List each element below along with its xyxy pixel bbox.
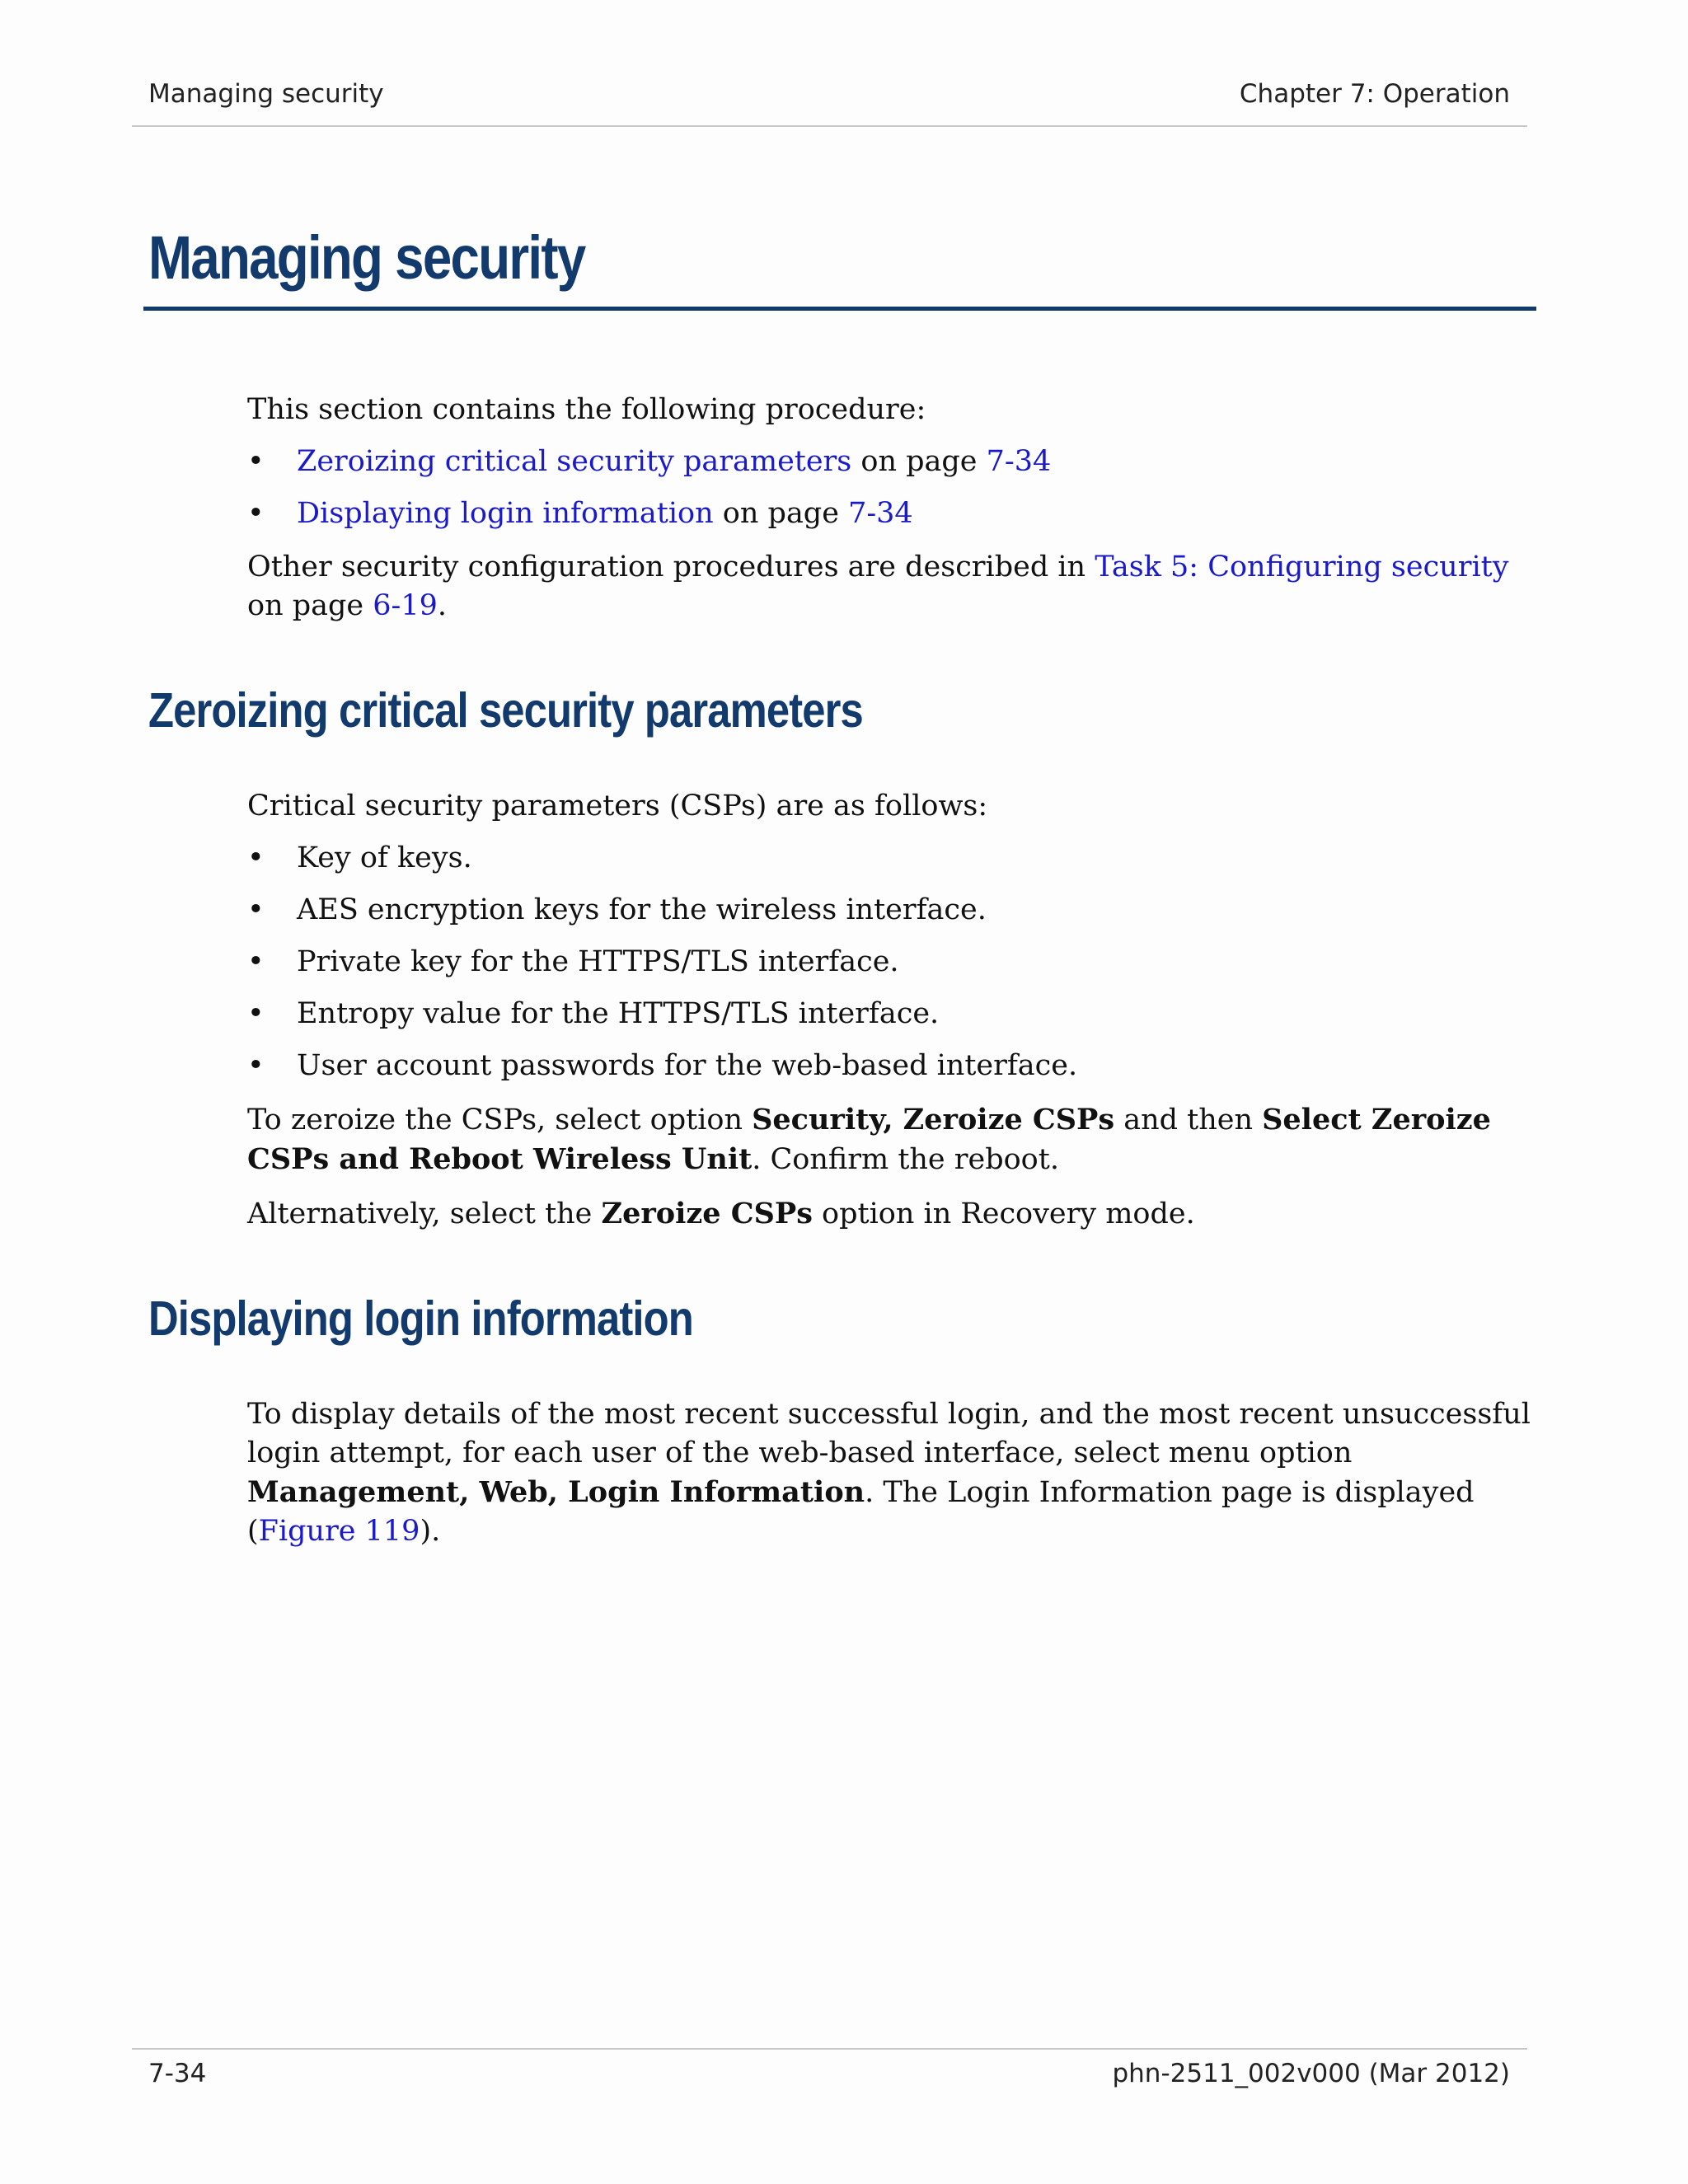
csp-lead: Critical security parameters (CSPs) are as follows: (247, 790, 988, 823)
procedure-list (247, 443, 1541, 533)
menu-path: Security, Zeroize CSPs (752, 1103, 1115, 1137)
text-run: . (437, 589, 448, 622)
running-header (148, 79, 1510, 109)
text-run: To display details of the most recent successful login, and the most recent unsuccessful login attempt, for each user of the web-based interface, select menu option (247, 1398, 1531, 1469)
list-item-text: User account passwords for the web-based interface. (297, 1049, 1078, 1082)
other-procedures (247, 548, 1541, 626)
list-item (247, 891, 1541, 930)
recovery-note (247, 1194, 1541, 1234)
text-run: option in Recovery mode. (812, 1197, 1195, 1230)
list-item (247, 443, 1541, 481)
list-item (247, 995, 1541, 1033)
link-page-7-34[interactable]: 7-34 (848, 497, 913, 530)
header-rule (132, 125, 1527, 127)
document-id: phn-2511_002v000 (Mar 2012) (1112, 2059, 1510, 2088)
text-run: . The Login Information page is displayed ( (247, 1476, 1475, 1548)
bullet-icon: • (247, 997, 265, 1030)
bullet-icon: • (247, 841, 265, 874)
footer-rule (132, 2048, 1527, 2050)
intro-lead: This section contains the following procedure: (247, 393, 926, 426)
link-zeroizing[interactable]: Zeroizing critical security parameters (297, 445, 852, 478)
link-page-7-34[interactable]: 7-34 (986, 445, 1052, 478)
title-rule (143, 307, 1536, 311)
text-run: To zeroize the CSPs, select option (247, 1104, 753, 1137)
link-page-6-19[interactable]: 6-19 (373, 589, 438, 622)
header-section: Managing security (148, 79, 384, 109)
text-run: ). (420, 1515, 441, 1548)
section-heading-login-info: Displaying login information (148, 1291, 693, 1346)
list-item-text: on page (713, 497, 849, 530)
list-item (247, 1047, 1541, 1085)
zeroizing-block (247, 787, 1541, 1234)
text-run: Other security configuration procedures are described in (247, 551, 1095, 583)
link-displaying-login[interactable]: Displaying login information (297, 497, 714, 530)
bullet-icon: • (247, 445, 265, 478)
page-title: Managing security (148, 223, 585, 292)
login-info-block (247, 1395, 1541, 1551)
list-item-text: Key of keys. (297, 841, 472, 874)
option-name: Zeroize CSPs (601, 1197, 813, 1230)
zeroize-instructions (247, 1100, 1541, 1179)
list-item-text: AES encryption keys for the wireless interface. (297, 893, 987, 926)
bullet-icon: • (247, 945, 265, 978)
list-item-text: Entropy value for the HTTPS/TLS interface. (297, 997, 940, 1030)
text-run: Alternatively, select the (247, 1197, 602, 1230)
list-item-text: on page (851, 445, 987, 478)
page-number: 7-34 (148, 2059, 207, 2088)
link-task5[interactable]: Task 5: Configuring security (1095, 551, 1509, 583)
list-item (247, 494, 1541, 533)
list-item-text: Private key for the HTTPS/TLS interface. (297, 945, 899, 978)
csp-list (247, 839, 1541, 1085)
running-footer (148, 2059, 1510, 2088)
list-item (247, 943, 1541, 982)
intro-block (247, 391, 1541, 626)
login-info-paragraph (247, 1395, 1541, 1551)
link-figure-119[interactable]: Figure 119 (258, 1515, 420, 1548)
menu-option: Select Zeroize CSPs and Reboot Wireless Unit (247, 1103, 1491, 1176)
text-run: on page (247, 589, 373, 622)
list-item (247, 839, 1541, 878)
bullet-icon: • (247, 893, 265, 926)
header-chapter: Chapter 7: Operation (1239, 79, 1510, 109)
section-heading-zeroizing: Zeroizing critical security parameters (148, 683, 863, 738)
bullet-icon: • (247, 497, 265, 530)
menu-path: Management, Web, Login Information (247, 1475, 865, 1509)
text-run: . Confirm the reboot. (752, 1143, 1059, 1176)
bullet-icon: • (247, 1049, 265, 1082)
text-run: and then (1114, 1104, 1263, 1137)
